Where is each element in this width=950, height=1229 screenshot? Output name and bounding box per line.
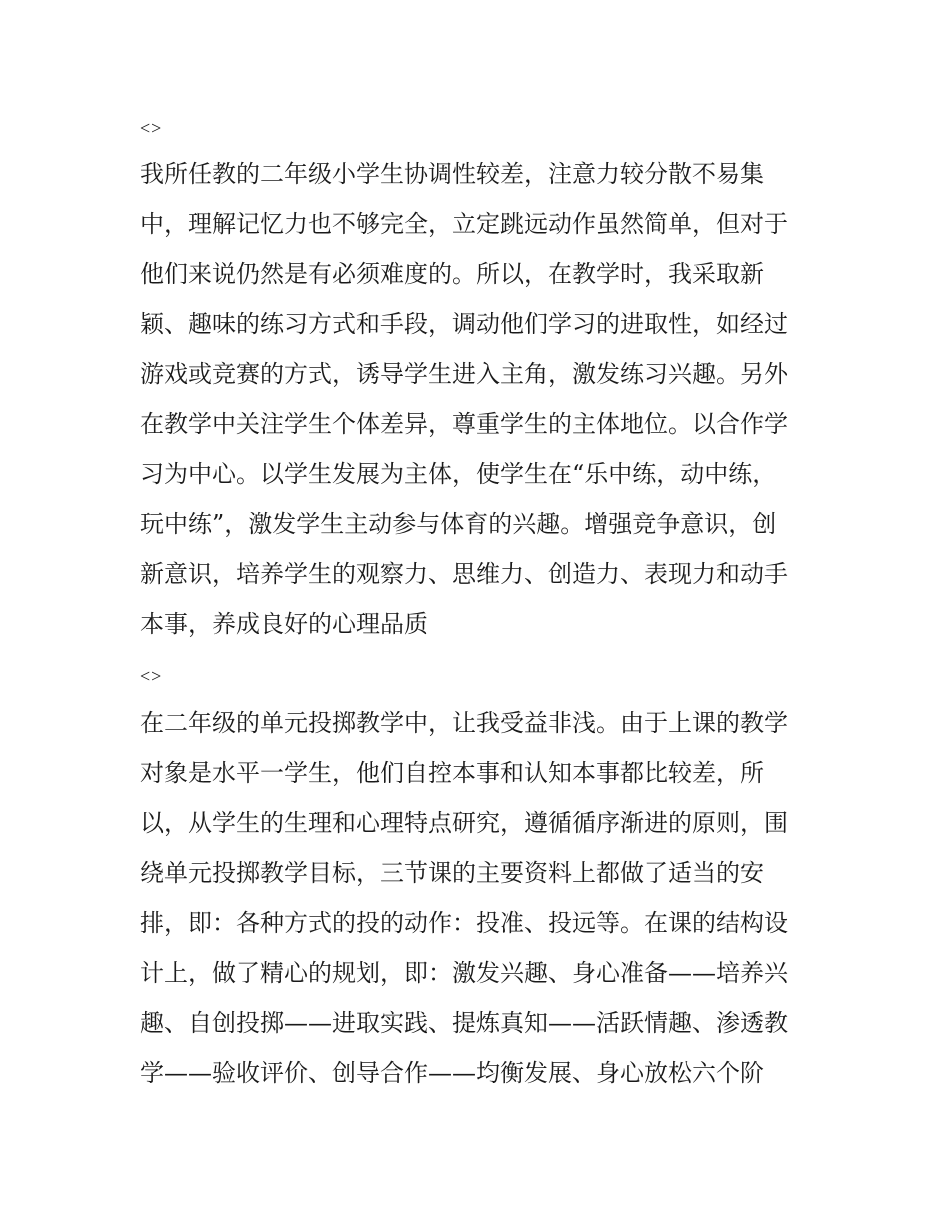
paragraph-line: 趣、自创投掷——进取实践、提炼真知——活跃情趣、渗透教 [140, 1009, 788, 1037]
paragraph-line: 习为中心。以学生发展为主体，使学生在“乐中练，动中练， [140, 460, 777, 488]
paragraph-line: 玩中练”，激发学生主动参与体育的兴趣。增强竞争意识，创 [140, 510, 777, 538]
paragraph-line: 中，理解记忆力也不够完全，立定跳远动作虽然简单，但对于 [140, 210, 788, 238]
paragraph-1 [140, 149, 820, 649]
paragraph-line: 新意识，培养学生的观察力、思维力、创造力、表现力和动手 [140, 560, 788, 588]
paragraph-line: 他们来说仍然是有必须难度的。所以，在教学时，我采取新 [140, 260, 764, 288]
paragraph-line: 在二年级的单元投掷教学中，让我受益非浅。由于上课的教学 [140, 709, 788, 737]
section-marker-1: <> [140, 118, 163, 138]
paragraph-line: 颖、趣味的练习方式和手段，调动他们学习的进取性，如经过 [140, 310, 788, 338]
paragraph-line: 在教学中关注学生个体差异，尊重学生的主体地位。以合作学 [140, 410, 788, 438]
paragraph-line: 排，即：各种方式的投的动作：投准、投远等。在课的结构设 [140, 909, 788, 937]
section-marker-2: <> [140, 666, 163, 686]
paragraph-line: 我所任教的二年级小学生协调性较差，注意力较分散不易集 [140, 160, 764, 188]
paragraph-line: 对象是水平一学生，他们自控本事和认知本事都比较差，所 [140, 759, 764, 787]
paragraph-line: 以，从学生的生理和心理特点研究，遵循循序渐进的原则，围 [140, 809, 788, 837]
paragraph-line: 计上，做了精心的规划，即：激发兴趣、身心准备——培养兴 [140, 959, 788, 987]
paragraph-2 [140, 698, 820, 1098]
paragraph-line: 本事，养成良好的心理品质 [140, 610, 428, 638]
paragraph-line: 学——验收评价、创导合作——均衡发展、身心放松六个阶 [140, 1059, 764, 1087]
paragraph-line: 游戏或竞赛的方式，诱导学生进入主角，激发练习兴趣。另外 [140, 360, 788, 388]
paragraph-line: 绕单元投掷教学目标，三节课的主要资料上都做了适当的安 [140, 859, 764, 887]
